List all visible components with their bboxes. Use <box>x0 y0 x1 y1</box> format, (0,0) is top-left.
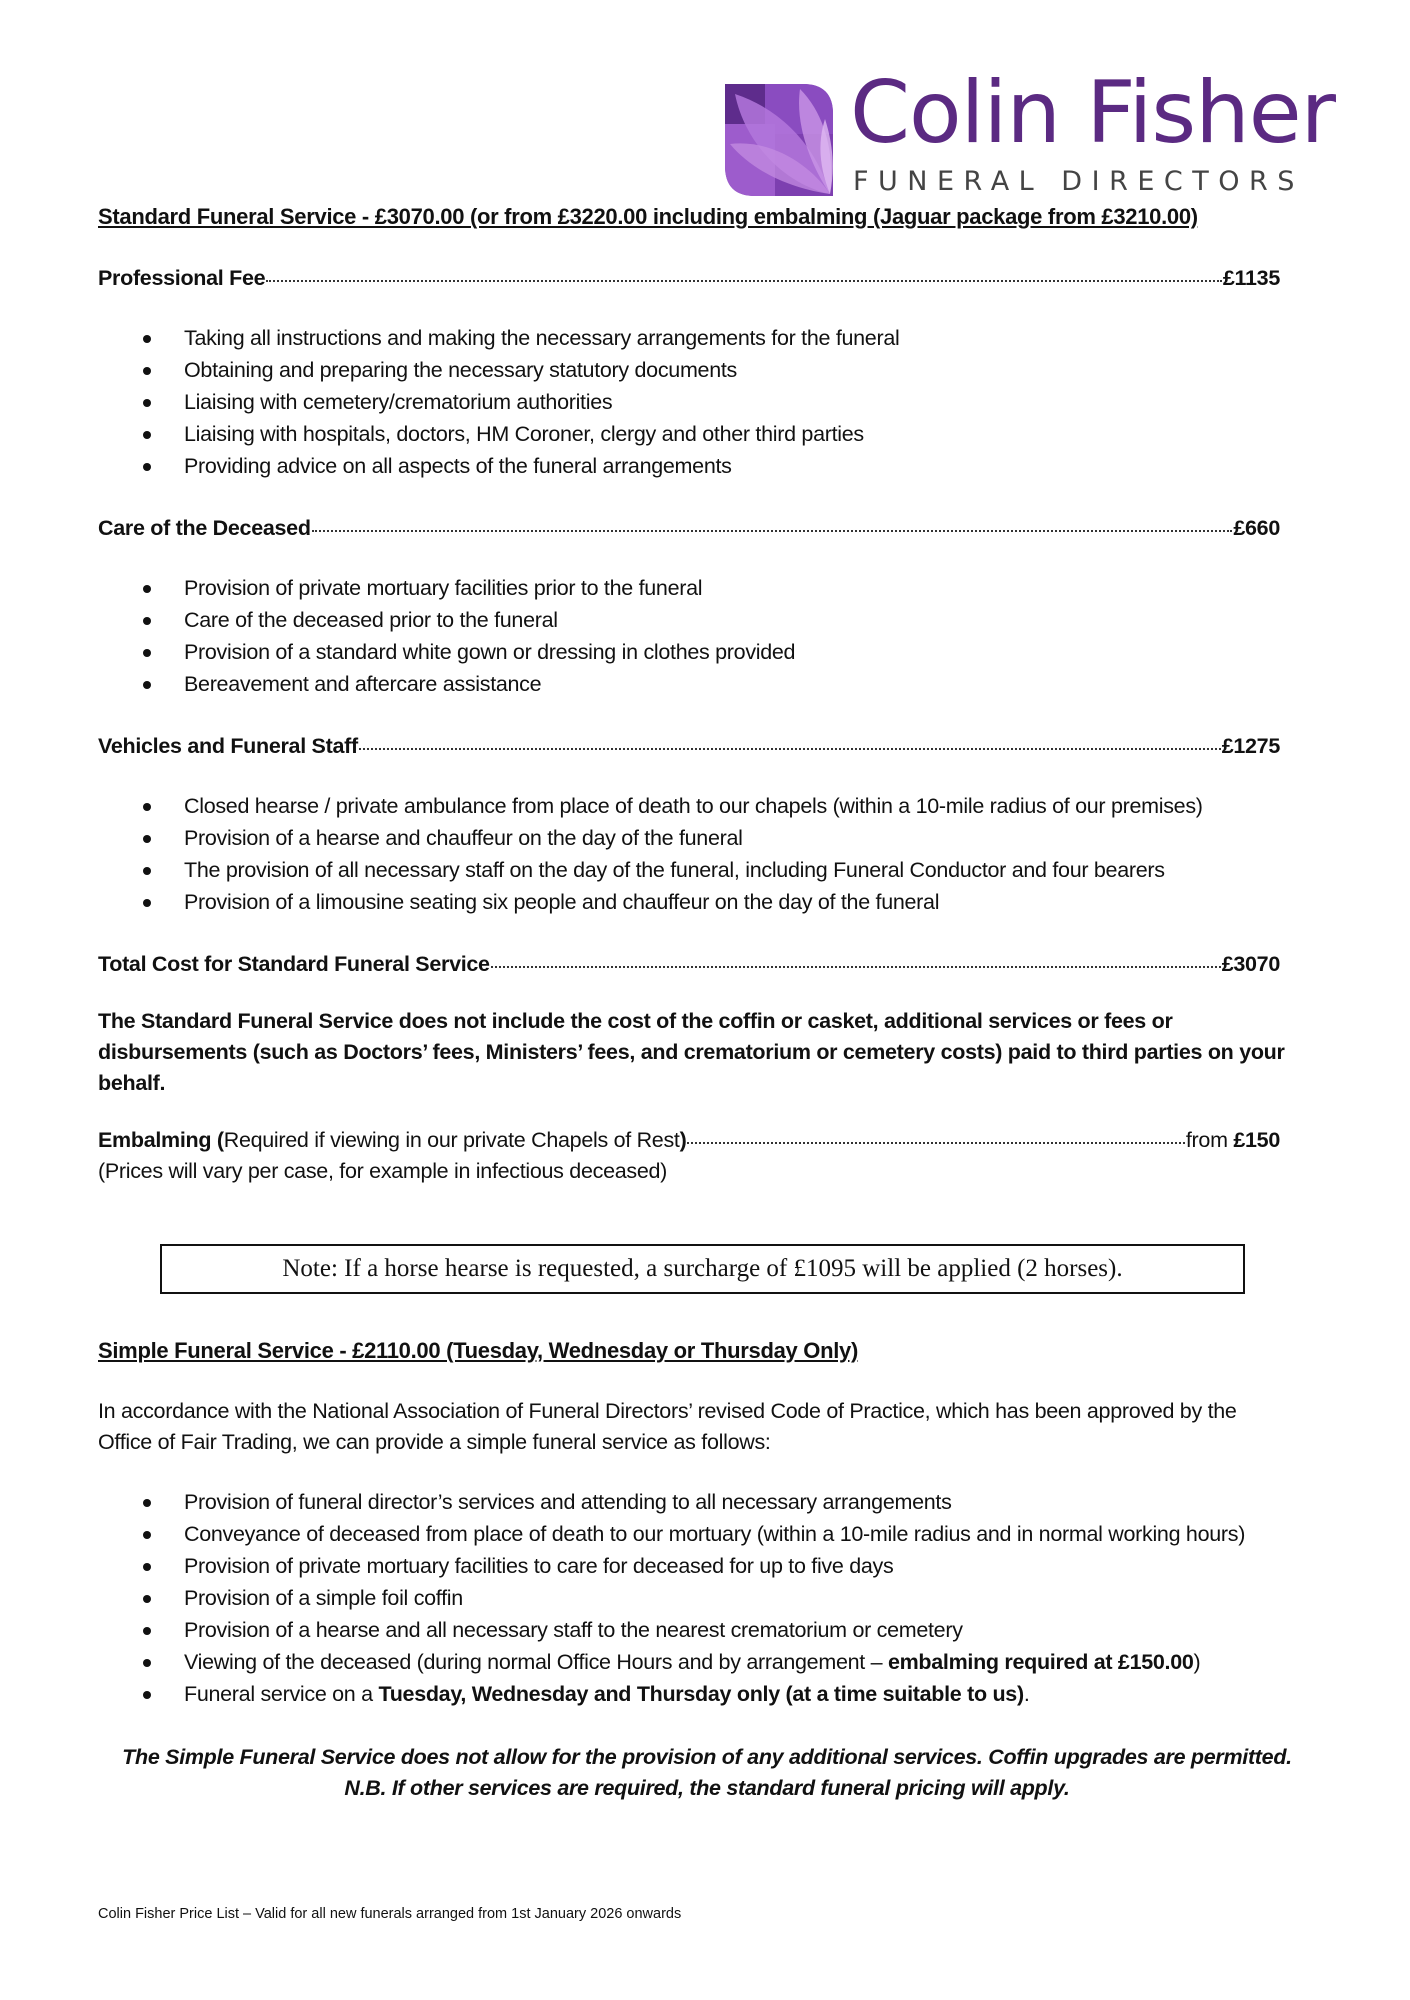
simple-service-intro: In accordance with the National Association of Funeral Directors’ revised Code of Practice, which has been approved by the Office of Fair Trading, we can provide a simple funeral service as follows: <box>98 1399 1237 1454</box>
professional-fee-list <box>98 322 899 482</box>
list-item: Liaising with cemetery/crematorium authorities <box>98 386 899 418</box>
simple-service-title: Simple Funeral Service - £2110.00 (Tuesday, Wednesday or Thursday Only) <box>98 1338 859 1363</box>
list-item: Taking all instructions and making the necessary arrangements for the funeral <box>98 322 899 354</box>
price-row-care-of-deceased <box>98 516 1280 541</box>
price-value: £1275 <box>1221 734 1280 758</box>
horse-hearse-note: Note: If a horse hearse is requested, a surcharge of £1095 will be applied (2 horses). <box>160 1244 1245 1294</box>
embalming-label: Embalming <box>98 1128 212 1152</box>
simple-service-closing-line-1: The Simple Funeral Service does not allow for the provision of any additional services. Coffin upgrades are permitted. <box>122 1745 1292 1769</box>
standard-service-title: Standard Funeral Service - £3070.00 (or from £3220.00 including embalming (Jaguar package from £3210.00) <box>98 204 1198 229</box>
vehicles-staff-list <box>98 790 1203 918</box>
list-item: Provision of a simple foil coffin <box>98 1582 1245 1614</box>
price-label: Vehicles and Funeral Staff <box>98 734 358 758</box>
list-item-viewing: Viewing of the deceased (during normal Office Hours and by arrangement – embalming required at £150.00) <box>98 1646 1245 1678</box>
price-row-professional-fee <box>98 266 1280 291</box>
price-row-embalming: Embalming ( Required if viewing in our private Chapels of Rest ) from £150 <box>98 1128 1280 1152</box>
exclusions-note: The Standard Funeral Service does not include the cost of the coffin or casket, additional services or fees or disbursements (such as Doctors’ fees, Ministers’ fees, and crematorium or cemetery costs) paid to third parties on your behalf. <box>98 1009 1285 1095</box>
price-label: Professional Fee <box>98 266 266 290</box>
lotus-leaf-icon <box>725 84 833 196</box>
dot-leader <box>359 748 1221 750</box>
company-logo <box>725 63 1335 197</box>
list-item: Providing advice on all aspects of the funeral arrangements <box>98 450 899 482</box>
dot-leader <box>491 966 1221 968</box>
list-item: Provision of private mortuary facilities prior to the funeral <box>98 572 795 604</box>
care-of-deceased-list <box>98 572 795 700</box>
dot-leader <box>312 530 1233 532</box>
simple-service-closing-line-2: N.B. If other services are required, the standard funeral pricing will apply. <box>344 1776 1070 1800</box>
dot-leader <box>687 1142 1184 1144</box>
price-value: £660 <box>1233 516 1280 540</box>
logo-subtitle: FUNERAL DIRECTORS <box>853 166 1304 197</box>
list-item: Care of the deceased prior to the funeral <box>98 604 795 636</box>
list-item: Provision of funeral director’s services and attending to all necessary arrangements <box>98 1486 1245 1518</box>
list-item: Conveyance of deceased from place of death to our mortuary (within a 10-mile radius and in normal working hours) <box>98 1518 1245 1550</box>
price-row-vehicles-staff <box>98 734 1280 759</box>
footer-validity-note: Colin Fisher Price List – Valid for all new funerals arranged from 1st January 2026 onwards <box>98 1906 682 1922</box>
list-item: Closed hearse / private ambulance from place of death to our chapels (within a 10-mile radius of our premises) <box>98 790 1203 822</box>
simple-service-list <box>98 1486 1245 1710</box>
list-item: Bereavement and aftercare assistance <box>98 668 795 700</box>
list-item: Provision of a hearse and chauffeur on the day of the funeral <box>98 822 1203 854</box>
logo-name: Colin Fisher <box>850 63 1335 163</box>
list-item: The provision of all necessary staff on the day of the funeral, including Funeral Conductor and four bearers <box>98 854 1203 886</box>
list-item: Provision of a limousine seating six people and chauffeur on the day of the funeral <box>98 886 1203 918</box>
total-label: Total Cost for Standard Funeral Service <box>98 952 490 976</box>
list-item-days: Funeral service on a Tuesday, Wednesday and Thursday only (at a time suitable to us). <box>98 1678 1245 1710</box>
price-label: Care of the Deceased <box>98 516 311 540</box>
price-value: £1135 <box>1222 266 1280 290</box>
embalming-condition: Required if viewing in our private Chapels of Rest <box>223 1128 680 1152</box>
embalming-price: £150 <box>1233 1128 1280 1152</box>
price-row-total <box>98 952 1280 977</box>
list-item: Provision of private mortuary facilities to care for deceased for up to five days <box>98 1550 1245 1582</box>
dot-leader <box>266 280 1222 282</box>
list-item: Provision of a hearse and all necessary staff to the nearest crematorium or cemetery <box>98 1614 1245 1646</box>
total-value: £3070 <box>1221 952 1280 976</box>
embalming-price-note: (Prices will vary per case, for example in infectious deceased) <box>98 1159 668 1183</box>
list-item: Provision of a standard white gown or dressing in clothes provided <box>98 636 795 668</box>
list-item: Liaising with hospitals, doctors, HM Coroner, clergy and other third parties <box>98 418 899 450</box>
list-item: Obtaining and preparing the necessary statutory documents <box>98 354 899 386</box>
